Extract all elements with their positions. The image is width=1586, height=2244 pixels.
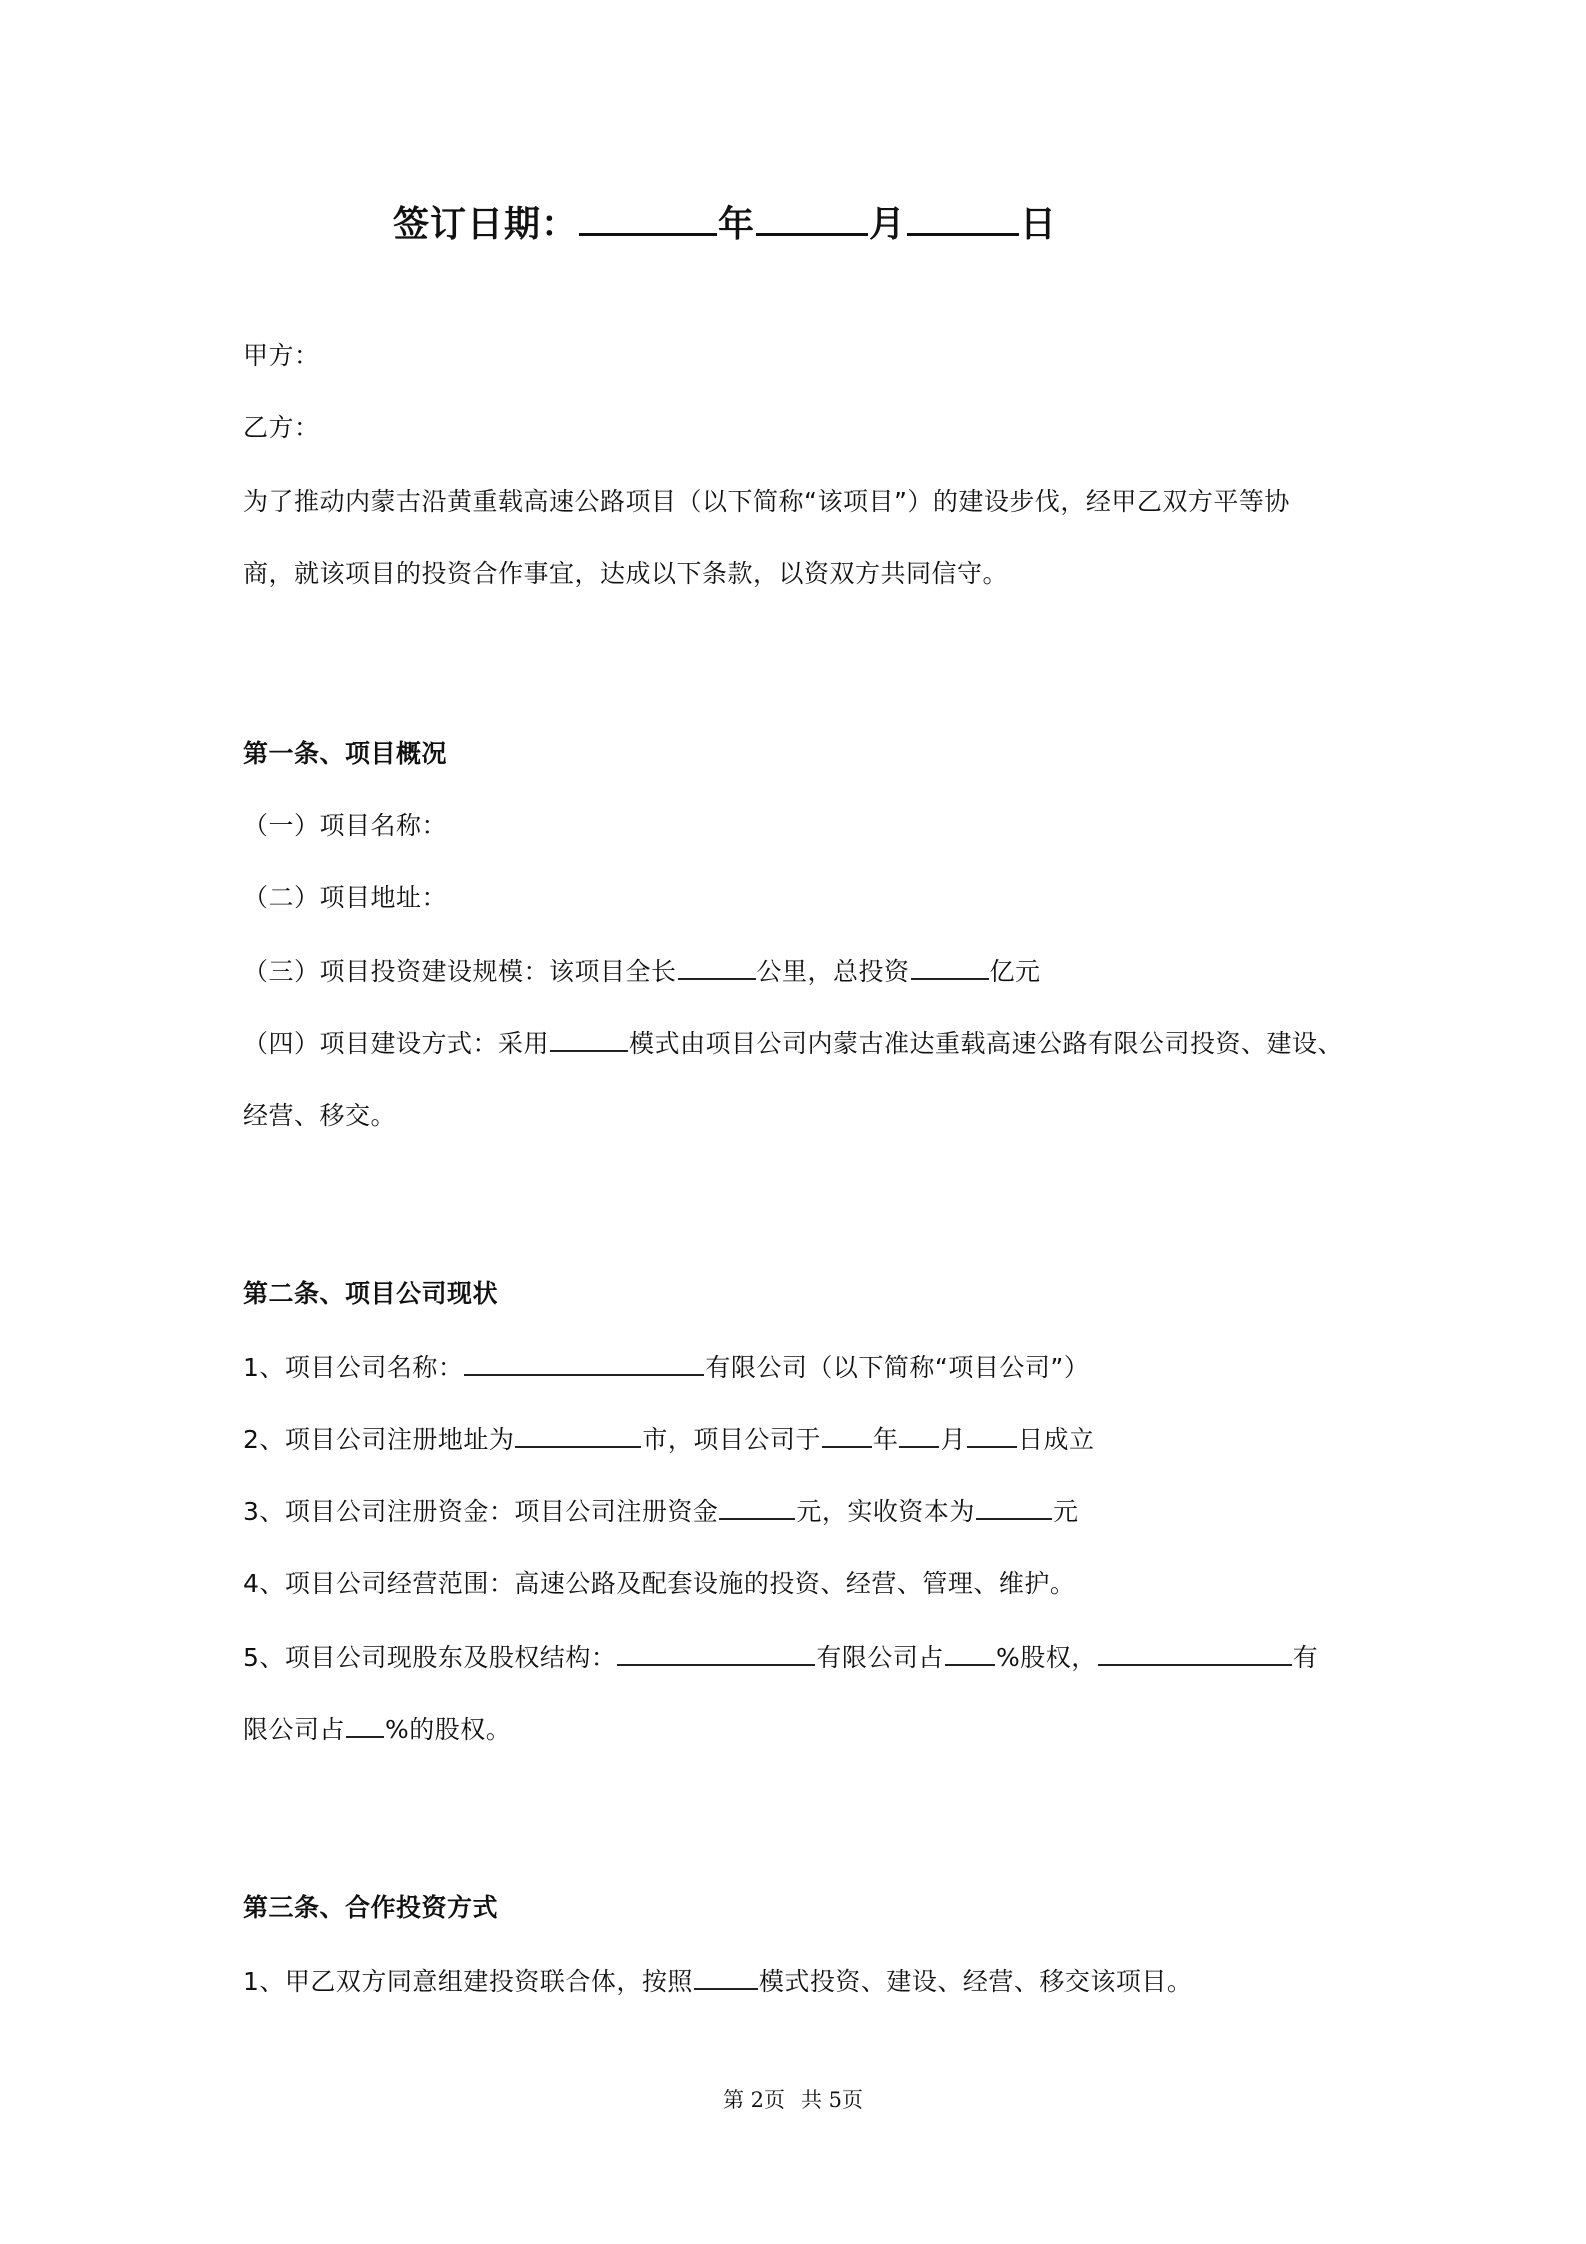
company-name-text-b: 有限公司（以下简称“项目公司”） (705, 1353, 1090, 1382)
article-1-heading: 第一条、项目概况 (243, 739, 448, 768)
capital-text-c: 元 (1052, 1497, 1079, 1526)
reg-text-e: 日成立 (1017, 1425, 1095, 1454)
cooperation-mode-line (243, 1964, 1192, 2000)
year-label: 年 (718, 204, 756, 245)
intro-line-2: 商，就该项目的投资合作事宜，达成以下条款，以资双方共同信守。 (243, 559, 1009, 588)
shareholder-text-d: 有 (1292, 1643, 1319, 1672)
signing-date-title (393, 200, 1057, 250)
project-scale-line (243, 954, 1041, 990)
project-address-line: （二）项目地址： (243, 883, 448, 912)
coop-text-b: 模式投资、建设、经营、移交该项目。 (758, 1967, 1193, 1996)
share-1-blank[interactable] (945, 1660, 995, 1666)
registered-address-line (243, 1422, 1094, 1458)
reg-text-b: 市，项目公司于 (642, 1425, 821, 1454)
est-month-blank[interactable] (899, 1442, 939, 1448)
day-label: 日 (1020, 204, 1058, 245)
day-blank[interactable] (907, 227, 1019, 236)
company-name-line (243, 1350, 1089, 1386)
shareholder-line-2 (243, 1712, 511, 1748)
party-b-line: 乙方： (243, 413, 320, 442)
shareholder-1-blank[interactable] (617, 1660, 815, 1666)
shareholder-text-f: %的股权。 (385, 1715, 512, 1744)
page-footer (0, 2084, 1586, 2114)
party-a-line: 甲方： (243, 341, 320, 370)
shareholder-text-e: 限公司占 (243, 1715, 346, 1744)
est-day-blank[interactable] (967, 1442, 1017, 1448)
reg-text-d: 月 (940, 1425, 966, 1454)
investment-blank[interactable] (911, 974, 989, 980)
article-2-heading: 第二条、项目公司现状 (243, 1279, 499, 1308)
shareholder-text-b: 有限公司占 (816, 1643, 944, 1672)
coop-mode-blank[interactable] (694, 1984, 758, 1990)
scale-text-b: 公里，总投资 (756, 957, 910, 986)
capital-text-b: 元，实收资本为 (796, 1497, 975, 1526)
mode-blank[interactable] (550, 1046, 628, 1052)
month-blank[interactable] (756, 227, 868, 236)
signing-date-label: 签订日期： (393, 204, 579, 245)
scale-text-a: （三）项目投资建设规模：该项目全长 (243, 957, 677, 986)
company-name-blank[interactable] (464, 1370, 704, 1376)
shareholder-text-a: 5、项目公司现股东及股权结构： (243, 1643, 617, 1672)
month-label: 月 (869, 204, 907, 245)
article-3-heading: 第三条、合作投资方式 (243, 1893, 499, 1922)
shareholder-text-c: %股权， (995, 1643, 1097, 1672)
shareholder-2-blank[interactable] (1098, 1660, 1292, 1666)
company-name-text-a: 1、项目公司名称： (243, 1353, 464, 1382)
intro-line-1: 为了推动内蒙古沿黄重载高速公路项目（以下简称“该项目”）的建设步伐，经甲乙双方平等协 (243, 487, 1290, 516)
paid-capital-blank[interactable] (976, 1514, 1052, 1520)
year-blank[interactable] (579, 227, 717, 236)
page-number: 第 2页 (722, 2088, 785, 2112)
mode-text-a: （四）项目建设方式：采用 (243, 1029, 550, 1058)
reg-text-c: 年 (872, 1425, 899, 1454)
length-blank[interactable] (678, 974, 756, 980)
share-2-blank[interactable] (346, 1732, 384, 1738)
project-name-line: （一）项目名称： (243, 811, 448, 840)
construction-mode-line-2: 经营、移交。 (243, 1101, 397, 1130)
construction-mode-line (243, 1026, 1343, 1062)
registered-capital-line (243, 1494, 1078, 1530)
registered-capital-blank[interactable] (719, 1514, 795, 1520)
reg-text-a: 2、项目公司注册地址为 (243, 1425, 515, 1454)
city-blank[interactable] (515, 1442, 641, 1448)
business-scope-line: 4、项目公司经营范围：高速公路及配套设施的投资、经营、管理、维护。 (243, 1569, 1076, 1598)
scale-text-c: 亿元 (989, 957, 1041, 986)
coop-text-a: 1、甲乙双方同意组建投资联合体，按照 (243, 1967, 693, 1996)
est-year-blank[interactable] (822, 1442, 872, 1448)
capital-text-a: 3、项目公司注册资金：项目公司注册资金 (243, 1497, 719, 1526)
shareholder-line (243, 1640, 1318, 1676)
page-total: 共 5页 (801, 2088, 864, 2112)
mode-text-b: 模式由项目公司内蒙古准达重载高速公路有限公司投资、建设、 (629, 1029, 1344, 1058)
